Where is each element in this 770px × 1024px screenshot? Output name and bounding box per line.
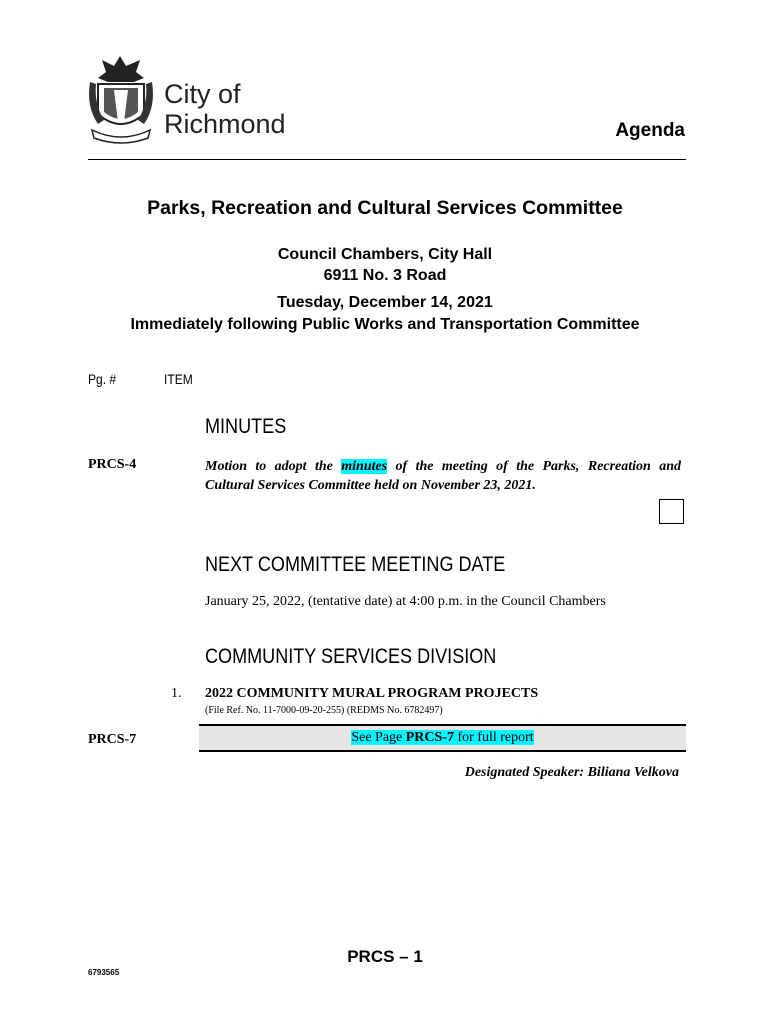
logo-city-of: City of xyxy=(164,79,241,109)
item-page-ref: PRCS-7 xyxy=(88,732,137,747)
logo-richmond: Richmond xyxy=(164,109,286,139)
minutes-highlight: minutes xyxy=(341,459,388,474)
page-column-header: Pg. # xyxy=(88,371,117,387)
meeting-timing: Immediately following Public Works and Transportation Committee xyxy=(130,316,640,333)
document-type: Agenda xyxy=(615,120,685,141)
minutes-heading: MINUTES xyxy=(205,415,287,438)
item-number: 1. xyxy=(171,686,182,701)
minutes-checkbox[interactable] xyxy=(659,499,684,524)
minutes-motion: Motion to adopt the minutes of the meeting of the Parks, Recreation and Cultural Services Committee held on November 23, 2021. xyxy=(205,459,681,493)
designated-speaker: Designated Speaker: Biliana Velkova xyxy=(464,765,679,780)
document-number: 6793565 xyxy=(88,968,120,977)
venue-line2: 6911 No. 3 Road xyxy=(323,267,447,284)
city-crest-icon xyxy=(84,52,158,147)
committee-title: Parks, Recreation and Cultural Services Committee xyxy=(147,197,623,219)
header-rule xyxy=(88,159,686,160)
next-meeting-heading: NEXT COMMITTEE MEETING DATE xyxy=(205,553,506,576)
full-report-link[interactable]: See Page PRCS-7 for full report xyxy=(351,730,534,745)
item-column-header: ITEM xyxy=(164,371,193,387)
venue-line1: Council Chambers, City Hall xyxy=(277,246,493,263)
item-file-ref: (File Ref. No. 11-7000-09-20-255) (REDMS No. 6782497) xyxy=(205,705,443,716)
next-meeting-text: January 25, 2022, (tentative date) at 4:00 p.m. in the Council Chambers xyxy=(205,594,606,609)
meeting-date: Tuesday, December 14, 2021 xyxy=(277,294,493,311)
item-title: 2022 COMMUNITY MURAL PROGRAM PROJECTS xyxy=(205,686,539,701)
community-heading: COMMUNITY SERVICES DIVISION xyxy=(205,645,497,668)
city-logo xyxy=(84,52,294,147)
full-report-box xyxy=(199,724,686,752)
page-label: PRCS – 1 xyxy=(347,947,423,966)
minutes-page-ref: PRCS-4 xyxy=(88,457,137,472)
